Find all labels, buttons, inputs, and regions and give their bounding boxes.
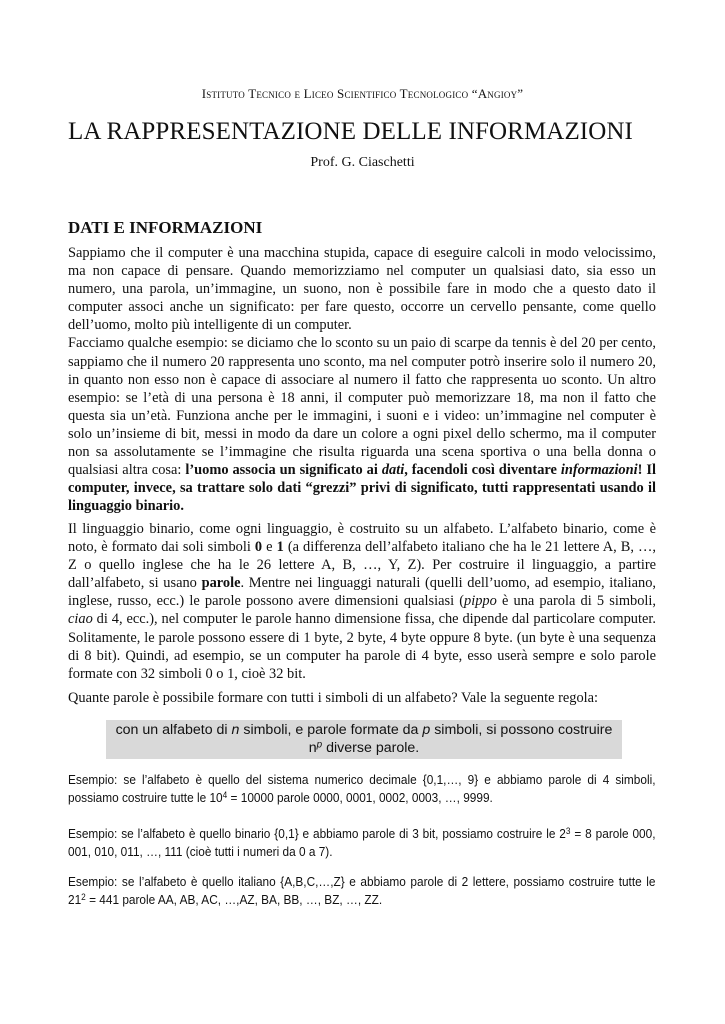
rule-text-4: diverse parole. <box>322 740 420 756</box>
rule-formula-base: n <box>308 740 317 756</box>
p2-italic-pippo: pippo <box>464 593 497 610</box>
p2-text-1: Il linguaggio binario, come ogni linguaggio, è costruito su un alfabeto. L’alfabeto binario, come è noto, è formato dai soli simboli <box>68 521 656 556</box>
school-name: Istituto Tecnico e Liceo Scientifico Tecnologico “Angioy” <box>201 86 524 101</box>
p2-italic-ciao: ciao <box>68 611 93 628</box>
example-1-text-b: = 10000 parole 0000, 0001, 0002, 0003, …, 9999. <box>227 791 493 806</box>
p2-bold-parole: parole <box>201 575 241 592</box>
example-binary <box>68 825 656 862</box>
rule-var-p: p <box>422 722 431 738</box>
rule-text-2: simboli, e parole formate da <box>239 722 423 738</box>
document-title: LA RAPPRESENTAZIONE DELLE INFORMAZIONI <box>68 118 633 145</box>
example-3-text-a: Esempio: se l’alfabeto è quello italiano {A,B,C,…,Z} e abbiamo parole di 2 lettere, possiamo costruire tutte le 21 <box>68 875 656 908</box>
p2-text-6: di 4, ecc.), nel computer le parole hanno dimensione fissa, che dipende dal particolare computer. Solitamente, le parole possono essere di 1 byte, 2 byte, 4 byte oppure 8 byte. (un byte è una sequenza di 8 bit). Quindi, ad esempio, se un computer ha parole di 4 byte, esso userà sempre e solo parole formate con 32 simboli 0 o 1, cioè 32 bit. <box>68 611 656 682</box>
p2-bold-1: 1 <box>276 539 284 556</box>
rule-text-3: simboli, si possono costruire <box>430 722 613 738</box>
example-1-exponent: 4 <box>222 790 228 801</box>
p2-bold-0: 0 <box>254 539 263 556</box>
p1-bold-b: , facendoli così diventare <box>404 462 561 479</box>
rule-text-1: con un alfabeto di <box>115 722 232 738</box>
example-3-text-b: = 441 parole AA, AB, AC, …,AZ, BA, BB, …, BZ, …, ZZ. <box>85 893 383 908</box>
example-2-text-a: Esempio: se l’alfabeto è quello binario {0,1} e abbiamo parole di 3 bit, possiamo costruire le 2 <box>68 827 566 841</box>
example-1-text-a: Esempio: se l’alfabeto è quello del sistema numerico decimale {0,1,…, 9} e abbiamo parole di 4 simboli, possiamo costruire tutte le 10 <box>68 773 656 806</box>
p1-text-a: Sappiamo che il computer è una macchina stupida, capace di eseguire calcoli in modo velocissimo, ma non capace di pensare. Quando memorizziamo nel computer un qualsiasi dato, sia esso un numero, una parola, un’immagine, un suono, non è possibile fare in modo che a questo dato il computer associ anche un significato: per fare questo, occorre un cervello pensante, come quello dell’uomo, molto più intelligente di un computer. <box>68 245 656 334</box>
paragraph-question: Quante parole è possibile formare con tutti i simboli di un alfabeto? Vale la seguente regola: <box>68 690 599 706</box>
example-decimal <box>68 771 656 808</box>
p2-text-3: (a differenza dell’alfabeto italiano che ha le 21 lettere A, B, …, Z o quello inglese che ha le 26 lettere A, B, …, Y, Z). Per costruire il linguaggio, a partire dall’alfabeto, si usano <box>68 539 656 592</box>
rule-var-n: n <box>231 722 240 738</box>
p1-text-b: Facciamo qualche esempio: se diciamo che lo sconto su un paio di scarpe da tennis è del 20 per cento, sappiamo che il numero 20 rappresenta uno sconto, ma nel computer potrò inserire solo il numero 20, in quanto non esso non è capace di associare al numero il fatto che rappresenta uo sconto. Un altro esempio: se l’età di una persona è 18 anni, il computer può memorizzare 18, ma non il fatto che questa sia un’età. Funziona anche per le immagini, i suoni e i video: un’immagine nel computer è solo un’insieme di bit, messi in modo da dare un colore a ogni pixel dello schermo, ma il computer non sa assolutamente se l’immagine che risulta riguarda una scena sportiva o una bella donna o qualsiasi altra cosa: <box>68 335 656 479</box>
p1-bold-c: ! Il computer, invece, sa trattare solo dati “grezzi” privi di significato, tutti rappresentati usando il linguaggio binario. <box>68 462 656 515</box>
paragraph-data-intro <box>68 244 656 515</box>
example-2-exponent: 3 <box>565 826 571 837</box>
p2-text-2: e <box>262 539 277 556</box>
example-2-text-b: = 8 parole 000, 001, 010, 011, …, 111 (cioè tutti i numeri da 0 a 7). <box>68 827 656 860</box>
example-3-exponent: 2 <box>81 892 86 903</box>
p1-bold-italic-informazioni: informazioni <box>560 462 638 479</box>
section-heading: DATI E INFORMAZIONI <box>68 218 263 237</box>
rule-box <box>106 720 622 759</box>
p1-bold-a: l’uomo associa un significato ai <box>185 462 382 479</box>
p2-text-5: è una parola di 5 simboli, <box>496 593 656 610</box>
p2-text-4: . Mentre nei linguaggi naturali (quelli dell’uomo, ad esempio, italiano, inglese, russo, ecc.) le parole possono avere dimensioni qualsiasi ( <box>68 575 656 610</box>
paragraph-binary-language <box>68 520 656 683</box>
example-italian <box>68 873 656 910</box>
p1-bold-italic-dati: dati <box>381 462 405 479</box>
author: Prof. G. Ciaschetti <box>310 155 415 170</box>
rule-formula-exponent: p <box>316 739 323 751</box>
